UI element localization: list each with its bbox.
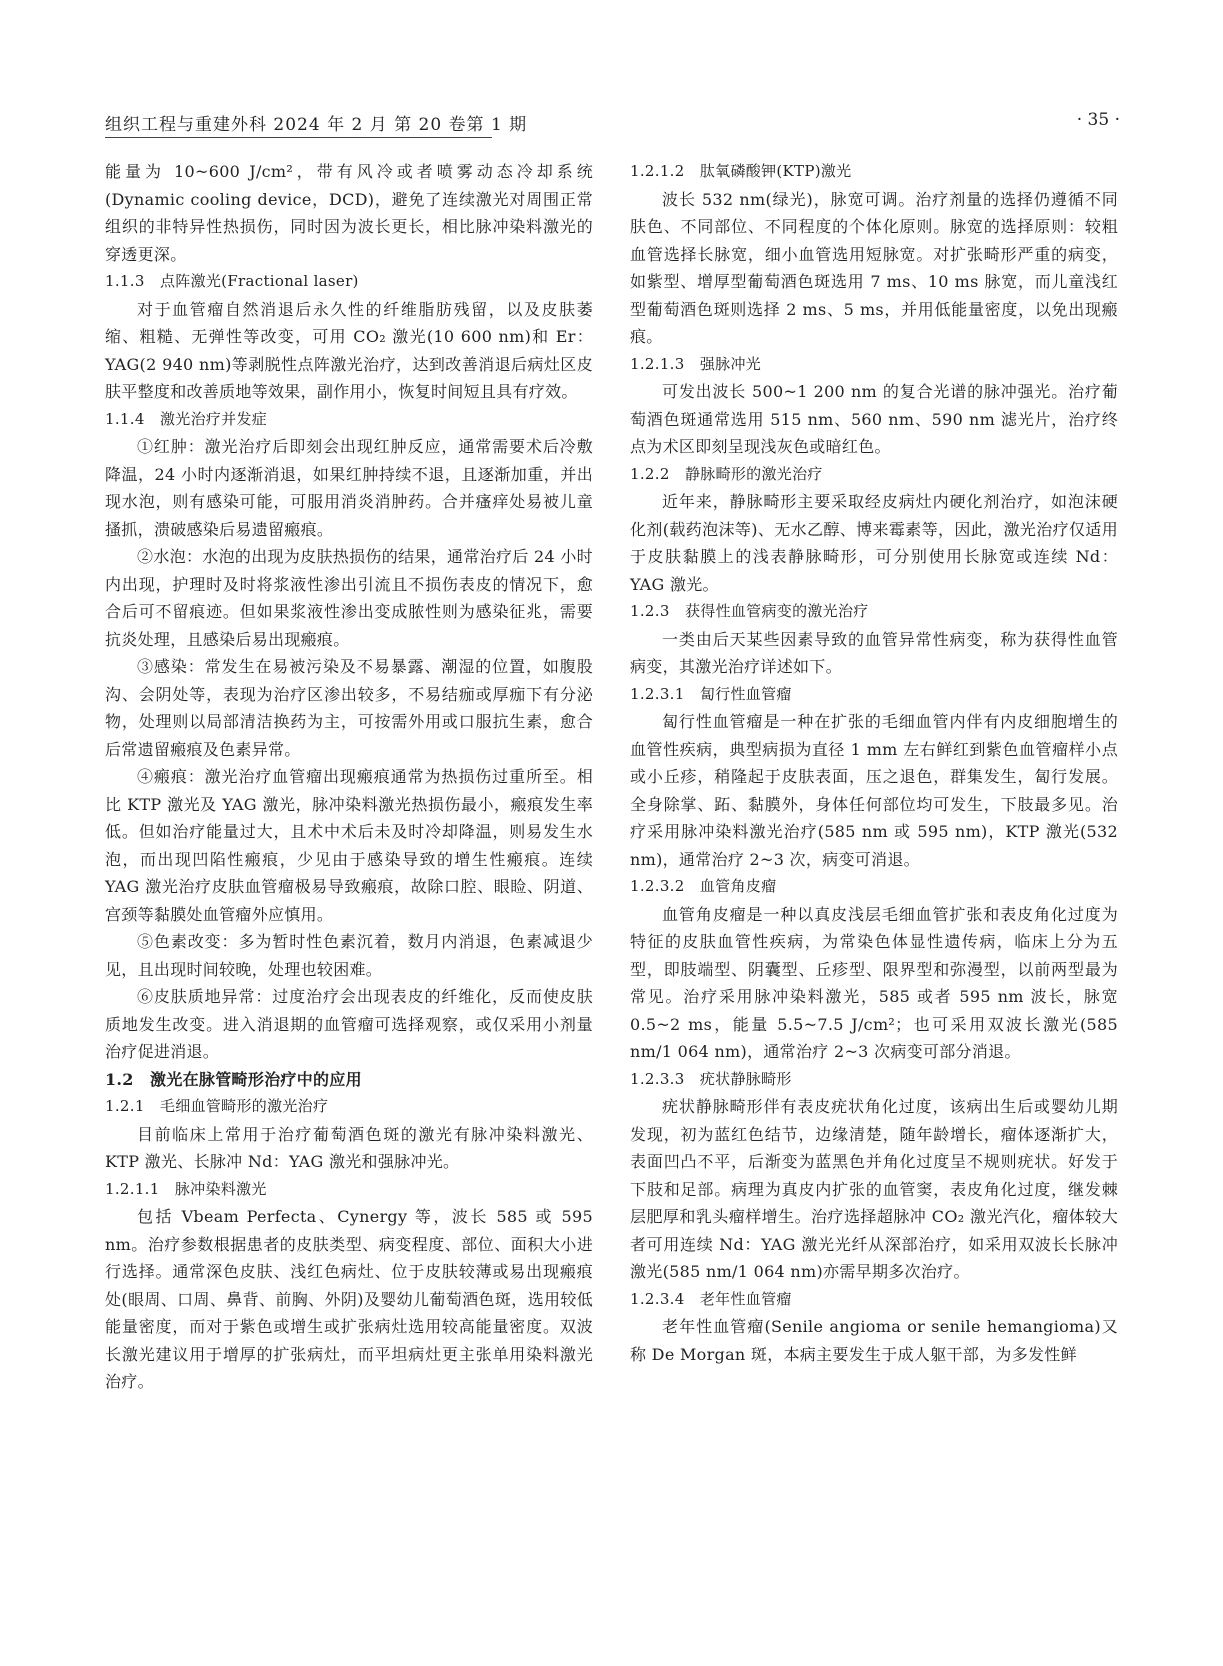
paragraph: 近年来，静脉畸形主要采取经皮病灶内硬化剂治疗，如泡沫硬化剂(载药泡沫等)、无水乙醇、博来霉素等，因此，激光治疗仅适用于皮肤黏膜上的浅表静脉畸形，可分别使用长脉宽或连续 Nd：YAG 激光。 bbox=[630, 492, 1118, 594]
subsection-heading: 1.2.3.4 老年性血管瘤 bbox=[630, 1289, 792, 1308]
left-column bbox=[105, 158, 593, 1396]
paragraph: 包括 Vbeam Perfecta、Cynergy 等，波长 585 或 595 nm。治疗参数根据患者的皮肤类型、病变程度、部位、面积大小进行选择。通常深色皮肤、浅红色病灶、位于皮肤较薄或易出现瘢痕处(眼周、口周、鼻背、前胸、外阴)及婴幼儿葡萄酒色斑，选用较低能量密度，而对于紫色或增生或扩张病灶选用较高能量密度。双波长激光建议用于增厚的扩张病灶，而平坦病灶更主张单用染料激光治疗。 bbox=[105, 1207, 593, 1391]
subsection-heading: 1.2.1.2 肽氧磷酸钾(KTP)激光 bbox=[630, 162, 852, 180]
paragraph-continued: 能量为 10~600 J/cm²，带有风冷或者喷雾动态冷却系统(Dynamic cooling device，DCD)，避免了连续激光对周围正常组织的非特异性热损伤，同时因为波长更长，相比脉冲染料激光的穿透更深。 bbox=[105, 162, 593, 264]
subsection-heading: 1.1.3 点阵激光(Fractional laser) bbox=[105, 272, 359, 290]
subsection-heading: 1.2.1 毛细血管畸形的激光治疗 bbox=[105, 1097, 329, 1115]
paragraph: 匐行性血管瘤是一种在扩张的毛细血管内伴有内皮细胞增生的血管性疾病，典型病损为直径 1 mm 左右鲜红到紫色血管瘤样小点或小丘疹，稍隆起于皮肤表面，压之退色，群集发生，匐行发展。全身除掌、跖、黏膜外，身体任何部位均可发生，下肢最多见。治疗采用脉冲染料激光治疗(585 nm 或 595 nm)，KTP 激光(532 nm)，通常治疗 2~3 次，病变可消退。 bbox=[630, 712, 1118, 869]
paragraph: ①红肿：激光治疗后即刻会出现红肿反应，通常需要术后冷敷降温，24 小时内逐渐消退，如果红肿持续不退，且逐渐加重，并出现水泡，则有感染可能，可服用消炎消肿药。合并瘙痒处易被儿童搔抓，溃破感染后易遗留瘢痕。 bbox=[105, 437, 593, 539]
subsection-heading: 1.2.3.1 匐行性血管瘤 bbox=[630, 684, 792, 703]
paragraph: 血管角皮瘤是一种以真皮浅层毛细血管扩张和表皮角化过度为特征的皮肤血管性疾病，为常染色体显性遗传病，临床上分为五型，即肢端型、阴囊型、丘疹型、限界型和弥漫型，以前两型最为常见。治疗采用脉冲染料激光，585 或者 595 nm 波长，脉宽 0.5~2 ms，能量 5.5~7.5 J/cm²；也可采用双波长激光(585 nm/1 064 nm)，通常治疗 2~3 次病变可部分消退。 bbox=[630, 904, 1118, 1061]
subsection-heading: 1.2.3.3 疣状静脉畸形 bbox=[630, 1069, 792, 1088]
right-column bbox=[630, 158, 1118, 1368]
paragraph: ⑥皮肤质地异常：过度治疗会出现表皮的纤维化，反而使皮肤质地发生改变。进入消退期的血管瘤可选择观察，或仅采用小剂量治疗促进消退。 bbox=[105, 987, 593, 1061]
paragraph: 波长 532 nm(绿光)，脉宽可调。治疗剂量的选择仍遵循不同肤色、不同部位、不同程度的个体化原则。脉宽的选择原则：较粗血管选择长脉宽，细小血管选用短脉宽。对扩张畸形严重的病变，如紫型、增厚型葡萄酒色斑选用 7 ms、10 ms 脉宽，而儿童浅红型葡萄酒色斑则选择 2 ms、5 ms，并用低能量密度，以免出现瘢痕。 bbox=[630, 189, 1118, 346]
paragraph: 一类由后天某些因素导致的血管异常性病变，称为获得性血管病变，其激光治疗详述如下。 bbox=[630, 629, 1118, 676]
header-rule bbox=[105, 137, 492, 138]
subsection-heading: 1.2.3.2 血管角皮瘤 bbox=[630, 877, 777, 895]
journal-info: 组织工程与重建外科 2024 年 2 月 第 20 卷第 1 期 bbox=[105, 115, 528, 135]
subsection-heading: 1.2.1.1 脉冲染料激光 bbox=[105, 1179, 267, 1198]
subsection-heading: 1.2.1.3 强脉冲光 bbox=[630, 354, 762, 373]
subsection-heading: 1.2.3 获得性血管病变的激光治疗 bbox=[630, 602, 869, 620]
subsection-heading: 1.2.2 静脉畸形的激光治疗 bbox=[630, 464, 823, 483]
page-number: · 35 · bbox=[1076, 110, 1120, 130]
paragraph: ③感染：常发生在易被污染及不易暴露、潮湿的位置，如腹股沟、会阴处等，表现为治疗区渗出较多，不易结痂或厚痂下有分泌物，处理则以局部清洁换药为主，可按需外用或口服抗生素，愈合后常遗留瘢痕及色素异常。 bbox=[105, 657, 593, 759]
paragraph: 目前临床上常用于治疗葡萄酒色斑的激光有脉冲染料激光、KTP 激光、长脉冲 Nd：YAG 激光和强脉冲光。 bbox=[105, 1124, 593, 1171]
subsection-heading: 1.1.4 激光治疗并发症 bbox=[105, 409, 268, 428]
running-header bbox=[105, 110, 1120, 136]
paragraph: 可发出波长 500~1 200 nm 的复合光谱的脉冲强光。治疗葡萄酒色斑通常选用 515 nm、560 nm、590 nm 滤光片，治疗终点为术区即刻呈现浅灰色或暗红色。 bbox=[630, 382, 1118, 456]
paragraph: ④瘢痕：激光治疗血管瘤出现瘢痕通常为热损伤过重所至。相比 KTP 激光及 YAG 激光，脉冲染料激光热损伤最小，瘢痕发生率低。但如治疗能量过大，且术中术后未及时冷却降温，则易发生水泡，而出现凹陷性瘢痕，少见由于感染导致的增生性瘢痕。连续 YAG 激光治疗皮肤血管瘤极易导致瘢痕，故除口腔、眼睑、阴道、宫颈等黏膜处血管瘤外应慎用。 bbox=[105, 767, 593, 924]
paragraph: 老年性血管瘤(Senile angioma or senile hemangioma)又称 De Morgan 斑，本病主要发生于成人躯干部，为多发性鲜 bbox=[630, 1317, 1118, 1364]
section-heading: 1.2 激光在脉管畸形治疗中的应用 bbox=[105, 1069, 362, 1089]
paragraph: 对于血管瘤自然消退后永久性的纤维脂肪残留，以及皮肤萎缩、粗糙、无弹性等改变，可用 CO₂ 激光(10 600 nm)和 Er：YAG(2 940 nm)等剥脱性点阵激光治疗，达到改善消退后病灶区皮肤平整度和改善质地等效果，副作用小，恢复时间短且具有疗效。 bbox=[105, 299, 593, 401]
paragraph: ⑤色素改变：多为暂时性色素沉着，数月内消退，色素减退少见，且出现时间较晚，处理也较困难。 bbox=[105, 932, 593, 979]
paragraph: 疣状静脉畸形伴有表皮疣状角化过度，该病出生后或婴幼儿期发现，初为蓝红色结节，边缘清楚，随年龄增长，瘤体逐渐扩大，表面凹凸不平，后渐变为蓝黑色并角化过度呈不规则疣状。好发于下肢和足部。病理为真皮内扩张的血管窦，表皮角化过度，继发棘层肥厚和乳头瘤样增生。治疗选择超脉冲 CO₂ 激光汽化，瘤体较大者可用连续 Nd：YAG 激光光纤从深部治疗，如采用双波长长脉冲激光(585 nm/1 064 nm)亦需早期多次治疗。 bbox=[630, 1097, 1118, 1281]
paragraph: ②水泡：水泡的出现为皮肤热损伤的结果，通常治疗后 24 小时内出现，护理时及时将浆液性渗出引流且不损伤表皮的情况下，愈合后可不留痕迹。但如果浆液性渗出变成脓性则为感染征兆，需要抗炎处理，且感染后易出现瘢痕。 bbox=[105, 547, 593, 649]
